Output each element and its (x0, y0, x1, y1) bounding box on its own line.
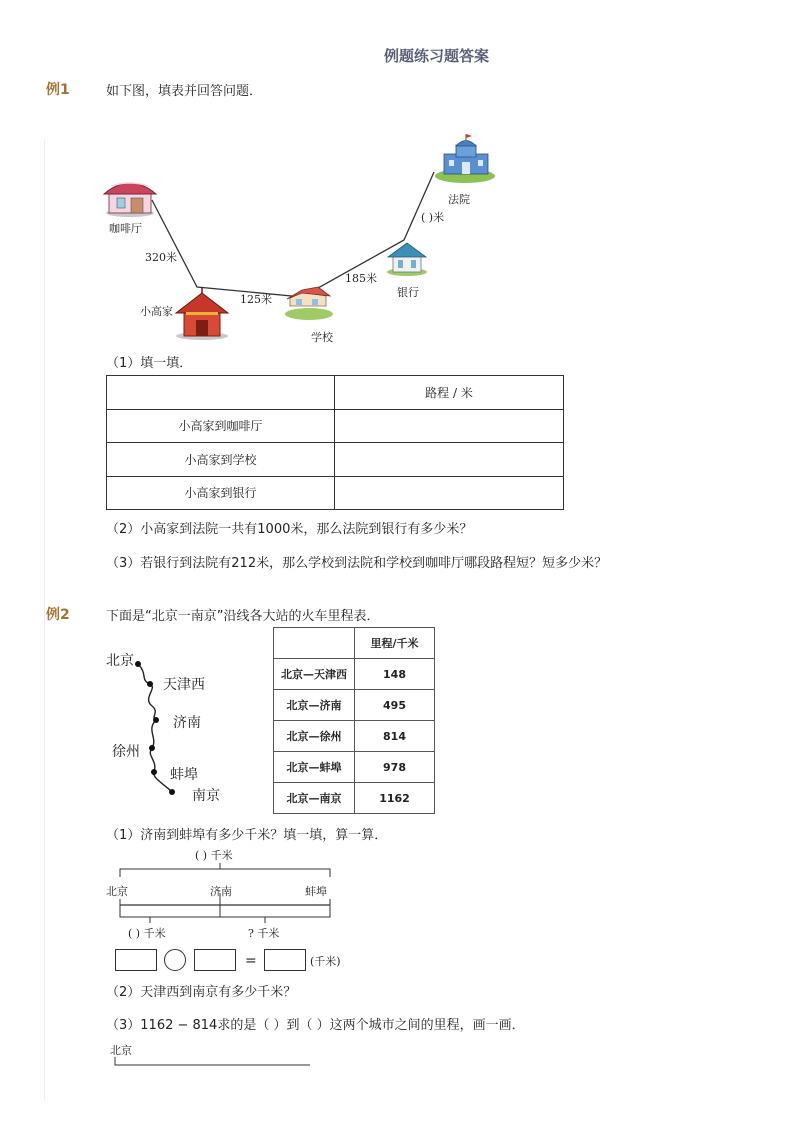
table-cell-km: 1162 (355, 783, 435, 814)
table-cell-route: 北京—天津西 (274, 659, 355, 690)
station-dot (147, 681, 153, 687)
answer-box-2[interactable] (194, 949, 236, 971)
court-icon (435, 134, 495, 183)
table-cell-km: 978 (355, 752, 435, 783)
page-title: 例题练习题答案 (384, 47, 490, 65)
diagram-jinan: 济南 (210, 885, 232, 898)
station-beijing: 北京 (106, 653, 134, 669)
example-2-label: 例2 (46, 607, 70, 623)
table-header-row (274, 628, 435, 659)
table-row (274, 783, 435, 814)
ex2-question-3: （3）1162 − 814求的是（ ）到（ ）这两个城市之间的里程，画一画． (106, 1018, 525, 1033)
bank-label: 银行 (397, 286, 419, 299)
cafe-icon (104, 183, 156, 217)
diagram-right-segment: ? 千米 (248, 927, 280, 940)
station-dot (151, 769, 157, 775)
distance-table (106, 375, 564, 510)
table-cell-route: 北京—南京 (274, 783, 355, 814)
table-cell-km: 814 (355, 721, 435, 752)
example-2-intro: 下面是“北京一南京”沿线各大站的火车里程表． (106, 609, 380, 624)
court-label: 法院 (448, 193, 470, 206)
distance-school-bank: 185米 (345, 272, 377, 285)
station-dot (169, 789, 175, 795)
table-row (107, 409, 564, 443)
drawing-line[interactable] (110, 1055, 320, 1069)
table-cell-km: 495 (355, 690, 435, 721)
table-row (274, 721, 435, 752)
example-1-label: 例1 (46, 82, 70, 98)
table-row (274, 752, 435, 783)
distance-home-school: 125米 (240, 293, 272, 306)
diagram-bengbu: 蚌埠 (305, 885, 327, 898)
answer-box-1[interactable] (115, 949, 157, 971)
table-header-row (107, 376, 564, 410)
station-jinan: 济南 (173, 715, 201, 731)
station-dot (135, 661, 141, 667)
route-map (0, 0, 800, 360)
bottom-beijing-label: 北京 (110, 1044, 132, 1057)
school-label: 学校 (311, 331, 333, 344)
home-label: 小高家 (140, 305, 173, 318)
table-row (107, 443, 564, 477)
ex2-question-2: （2）天津西到南京有多少千米？ (106, 985, 297, 1000)
table-row (274, 659, 435, 690)
station-tianjinxi: 天津西 (163, 677, 205, 693)
table-cell-route: 小高家到学校 (107, 443, 335, 477)
table-cell-answer[interactable] (335, 409, 564, 443)
school-icon (285, 287, 333, 320)
ex1-question-2: （2）小高家到法院一共有1000米，那么法院到银行有多少米？ (106, 522, 473, 537)
bank-icon (387, 243, 427, 276)
answer-box-result[interactable] (264, 949, 306, 971)
table-cell-route: 小高家到银行 (107, 476, 335, 510)
table-row (274, 690, 435, 721)
ex2-question-1: （1）济南到蚌埠有多少千米？填一填，算一算． (106, 828, 388, 843)
station-nanjing: 南京 (192, 788, 220, 804)
cafe-label: 咖啡厅 (109, 222, 142, 235)
table-header-cell: 里程/千米 (355, 628, 435, 659)
diagram-left-segment: ( ) 千米 (128, 927, 166, 940)
home-icon (176, 287, 228, 340)
distance-bank-court: ( )米 (421, 211, 445, 224)
table-header-cell (107, 376, 335, 410)
diagram-total-label: ( ) 千米 (195, 849, 233, 862)
equals-sign: = (245, 953, 257, 969)
station-dot (153, 717, 159, 723)
unit-label: (千米) (310, 955, 341, 968)
distance-home-cafe: 320米 (145, 251, 177, 264)
operator-circle[interactable] (164, 949, 186, 971)
table-header-cell (274, 628, 355, 659)
station-dot (149, 745, 155, 751)
table-cell-route: 北京—济南 (274, 690, 355, 721)
bottom-brace (120, 911, 330, 917)
ex1-question-3: （3）若银行到法院有212米，那么学校到法院和学校到咖啡厅哪段路程短？短多少米？ (106, 556, 608, 571)
table-header-cell: 路程 / 米 (335, 376, 564, 410)
table-cell-route: 北京—蚌埠 (274, 752, 355, 783)
table-cell-answer[interactable] (335, 476, 564, 510)
ex1-question-1: （1）填一填． (106, 356, 193, 371)
example-1-intro: 如下图，填表并回答问题． (106, 84, 263, 99)
table-row (107, 476, 564, 510)
table-cell-km: 148 (355, 659, 435, 690)
diagram-beijing: 北京 (106, 885, 128, 898)
table-cell-answer[interactable] (335, 443, 564, 477)
top-brace (120, 869, 330, 877)
route-line (152, 172, 434, 297)
mileage-table (273, 627, 435, 814)
table-cell-route: 小高家到咖啡厅 (107, 409, 335, 443)
station-bengbu: 蚌埠 (170, 767, 198, 783)
station-xuzhou: 徐州 (112, 744, 140, 760)
table-cell-route: 北京—徐州 (274, 721, 355, 752)
